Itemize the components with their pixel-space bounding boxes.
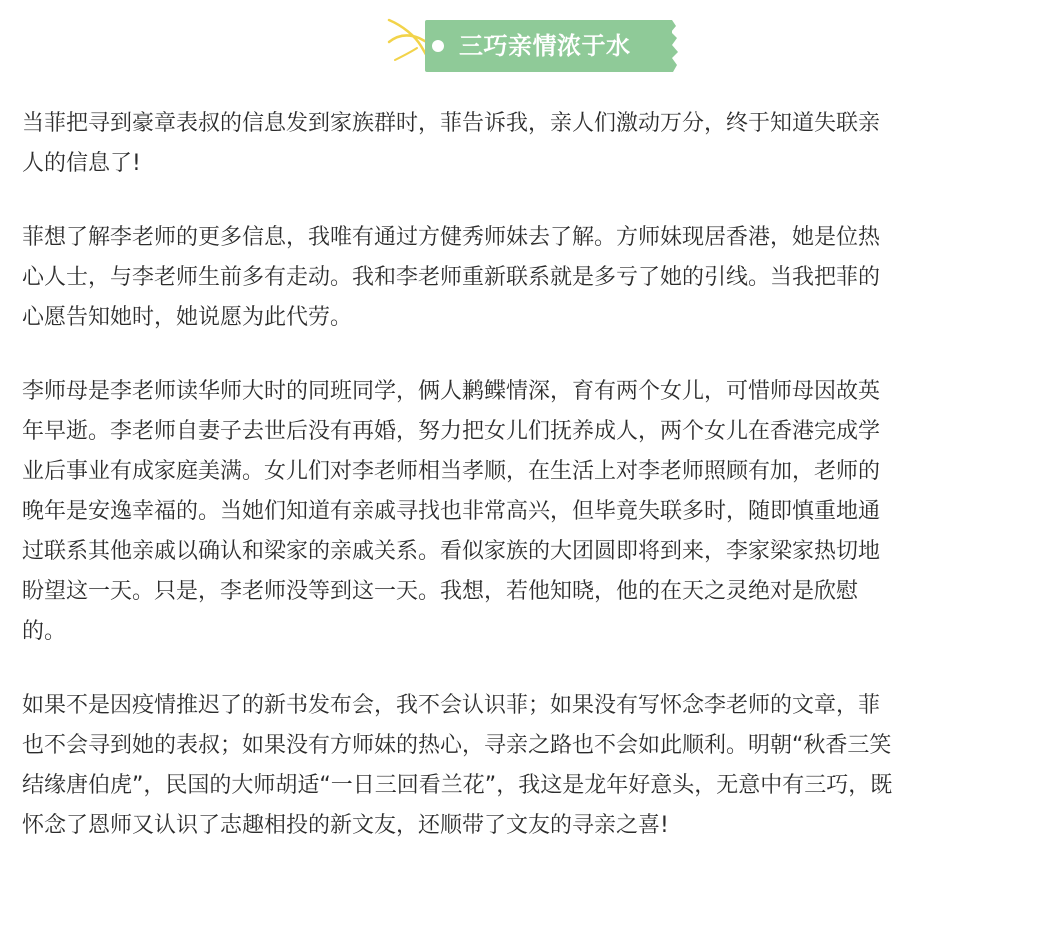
paragraph-1: 当菲把寻到豪章表叔的信息发到家族群时，菲告诉我，亲人们激动万分，终于知道失联亲 人的信息了! (22, 111, 881, 176)
article-body (22, 104, 1042, 846)
bullet-dot-icon (431, 39, 445, 53)
torn-edge-decoration (664, 20, 680, 72)
paragraph-4: 如果不是因疫情推迟了的新书发布会，我不会认识菲；如果没有写怀念李老师的文章，菲 也不会寻到她的表叔；如果没有方师妹的热心，寻亲之路也不会如此顺利。明朝“秋香三笑 结缘唐伯虎”，民国的大师胡适“一日三回看兰花”，我这是龙年好意头，无意中有三巧，既 怀念了恩师又认识了志趣相投的新文友，还顺带了文友的寻亲之喜! (22, 693, 893, 838)
section-title-header (0, 0, 1062, 80)
section-title: 三巧亲情浓于水 (459, 32, 631, 60)
paragraph-2: 菲想了解李老师的更多信息，我唯有通过方健秀师妹去了解。方师妹现居香港，她是位热 心人士，与李老师生前多有走动。我和李老师重新联系就是多亏了她的引线。当我把菲的 心愿告知她时，她说愿为此代劳。 (22, 225, 881, 330)
title-banner (425, 20, 672, 72)
paragraph-3: 李师母是李老师读华师大时的同班同学，俩人鹣鲽情深，育有两个女儿，可惜师母因故英 年早逝。李老师自妻子去世后没有再婚，努力把女儿们抚养成人，两个女儿在香港完成学 业后事业有成家庭美满。女儿们对李老师相当孝顺，在生活上对李老师照顾有加，老师的 晚年是安逸幸福的。当她们知道有亲戚寻找也非常高兴，但毕竟失联多时，随即慎重地通 过联系其他亲戚以确认和梁家的亲戚关系。看似家族的大团圆即将到来，李家梁家热切地 盼望这一天。只是，李老师没等到这一天。我想，若他知晓，他的在天之灵绝对是欣慰 的。 (22, 379, 881, 644)
